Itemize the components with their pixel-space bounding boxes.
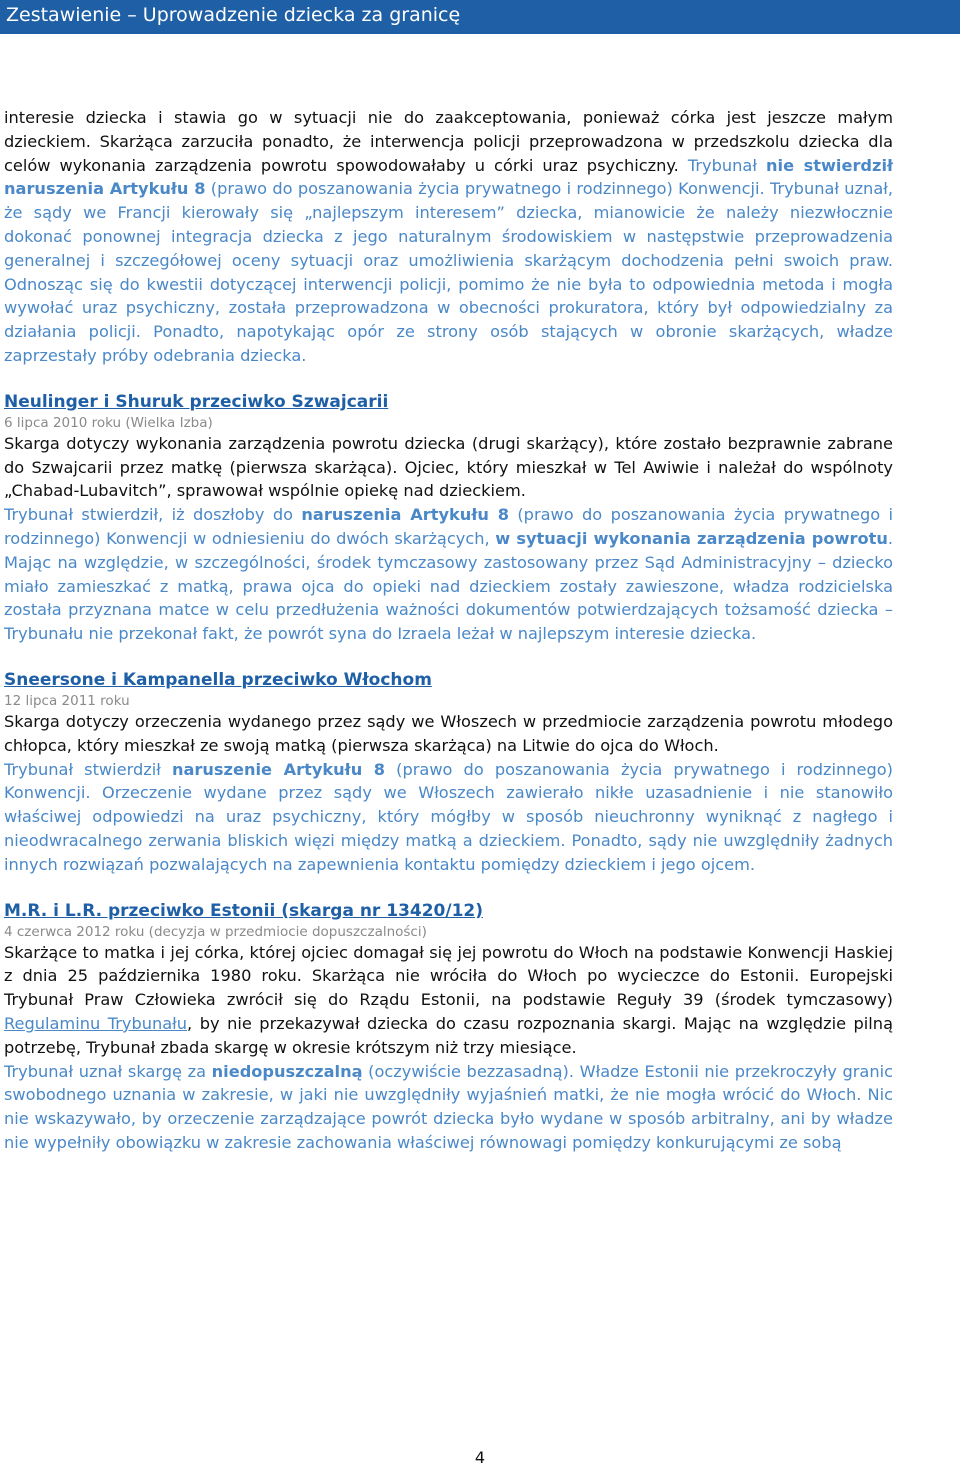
ruling-pre: Trybunał uznał skargę za	[4, 1061, 212, 1081]
intro-ruling-bold: nie stwierdził naruszenia Artykułu 8	[4, 155, 893, 199]
ruling-post: (oczywiście bezzasadną). Władze Estonii nie przekroczyły granic swobodnego uznania w zakresie, w jaki nie uwzględniły wyjaśnień matki, że nie mogła wrócić do Włoch. Nic nie wskazywało, by orzeczenie zarządzające powrót dziecka było wydane w sposób arbitralny, ani by władze nie wypełniły obowiązku w zakresie zachowania właściwej równowagi pomiędzy konkurującymi ze sobą	[4, 1061, 893, 1152]
intro-ruling	[4, 156, 893, 365]
document-header	[0, 0, 960, 34]
ruling-post: (prawo do poszanowania życia prywatnego i rodzinnego) Konwencji. Orzeczenie wydane przez sądy we Włoszech zawierało nikłe uzasadnienie i nie stanowiło właściwej odpowiedzi na uraz psychiczny, który mógłby w sposób nieuchronny wyniknąć z nagłego i nieodwracalnego zerwania bliskich więzi między matką a dzieckiem. Ponadto, sądy nie uwzględniły żadnych innych rozwiązań pozwalających na zapewnienia kontaktu pomiędzy dzieckiem i jego ojcem.	[4, 759, 893, 874]
case-section	[4, 899, 893, 1155]
page-number: 4	[474, 1448, 486, 1467]
case-section	[4, 390, 893, 646]
case-title-link[interactable]: M.R. i L.R. przeciwko Estonii (skarga nr 13420/12)	[4, 900, 484, 921]
facts-pre: Skarżące to matka i jej córka, której ojciec domagał się jej powrotu do Włoch na podstawie Konwencji Haskiej z dnia 25 października 1980 roku. Skarżąca nie wróciła do Włoch po wycieczce do Estonii. Europejski Trybunał Praw Człowieka zwrócił się do Rządu Estonii, na podstawie Reguły 39 (środek tymczasowy)	[4, 942, 893, 1010]
ruling-bold: naruszenie Artykułu 8	[171, 759, 386, 779]
case-ruling	[4, 758, 893, 877]
case-title-link[interactable]: Neulinger i Shuruk przeciwko Szwajcarii	[4, 391, 389, 412]
intro-ruling-pre: Trybunał	[687, 155, 766, 175]
case-date: 4 czerwca 2012 roku (decyzja w przedmiocie dopuszczalności)	[4, 923, 427, 940]
facts-post: , by nie przekazywał dziecka do czasu rozpoznania skargi. Mając na względzie pilną potrzebę, Trybunał zbada skargę w okresie krótszym niż trzy miesiące.	[4, 1013, 893, 1057]
rules-of-court-link[interactable]: Regulaminu Trybunału	[4, 1013, 188, 1033]
case-facts	[4, 941, 893, 1060]
case-facts: Skarga dotyczy wykonania zarządzenia powrotu dziecka (drugi skarżący), które zostało bezprawnie zabrane do Szwajcarii przez matkę (pierwsza skarżąca). Ojciec, który mieszkał w Tel Awiwie i należał do wspólnoty „Chabad-Lubavitch”, sprawował wspólnie opiekę nad dzieckiem.	[4, 433, 893, 501]
ruling-mid: (prawo do poszanowania życia prywatnego i rodzinnego) Konwencji w odniesieniu do dwóch skarżących,	[4, 505, 893, 548]
document-body	[4, 106, 893, 1155]
header-title: Zestawienie – Uprowadzenie dziecka za granicę	[6, 4, 461, 26]
ruling-bold: niedopuszczalną	[211, 1061, 363, 1081]
intro-paragraph	[4, 106, 893, 368]
case-ruling	[4, 1060, 893, 1155]
case-date: 6 lipca 2010 roku (Wielka Izba)	[4, 414, 213, 431]
ruling-bold: naruszenia Artykułu 8	[301, 505, 509, 525]
case-section	[4, 668, 893, 877]
ruling-post: . Mając na względzie, w szczególności, środek tymczasowy zastosowany przez Sąd Administracyjny – dziecko miało zamieszkać z matką, prawa ojca do opieki nad dzieckiem zostały zawieszone, władza rodzicielska została przyznana matce w celu przedłużenia ważności dokumentów potwierdzających tożsamość dziecka – Trybunału nie przekonał fakt, że powrót syna do Izraela leżał w najlepszym interesie dziecka.	[4, 528, 893, 644]
intro-text: interesie dziecka i stawia go w sytuacji nie do zaakceptowania, ponieważ córka jest jeszcze małym dzieckiem. Skarżąca zarzuciła ponadto, że interwencja policji przeprowadzona w przedszkolu dziecka dla celów wykonania zarządzenia powrotu spowodowałaby u córki uraz psychiczny.	[4, 108, 893, 175]
case-ruling	[4, 503, 893, 646]
case-date: 12 lipca 2011 roku	[4, 692, 130, 709]
ruling-bold-2: w sytuacji wykonania zarządzenia powrotu	[495, 528, 888, 548]
intro-ruling-post: (prawo do poszanowania życia prywatnego i rodzinnego) Konwencji. Trybunał uznał, że sądy we Francji kierowały się „najlepszym interesem” dziecka, mianowicie że należy niezwłocznie dokonać ponownej integracja dziecka z jego naturalnym środowiskiem w następstwie przeprowadzenia generalnej i szczegółowej oceny sytuacji oraz umożliwienia skarżącym dochodzenia pełni swoich praw. Odnosząc się do kwestii dotyczącej interwencji policji, pomimo że nie była to odpowiednia metoda i mogła wywołać uraz psychiczny, została przeprowadzona w obecności prokuratora, który był odpowiedzialny za działania policji. Ponadto, napotykając opór ze strony osób stających w obronie skarżących, władze zaprzestały próby odebrania dziecka.	[4, 179, 893, 365]
case-title-link[interactable]: Sneersone i Kampanella przeciwko Włochom	[4, 669, 432, 690]
ruling-pre: Trybunał stwierdził, iż doszłoby do	[4, 505, 302, 525]
case-facts: Skarga dotyczy orzeczenia wydanego przez sądy we Włoszech w przedmiocie zarządzenia powrotu młodego chłopca, który mieszkał ze swoją matką (pierwsza skarżąca) na Litwie do ojca do Włoch.	[4, 711, 893, 755]
ruling-pre: Trybunał stwierdził	[4, 759, 172, 779]
